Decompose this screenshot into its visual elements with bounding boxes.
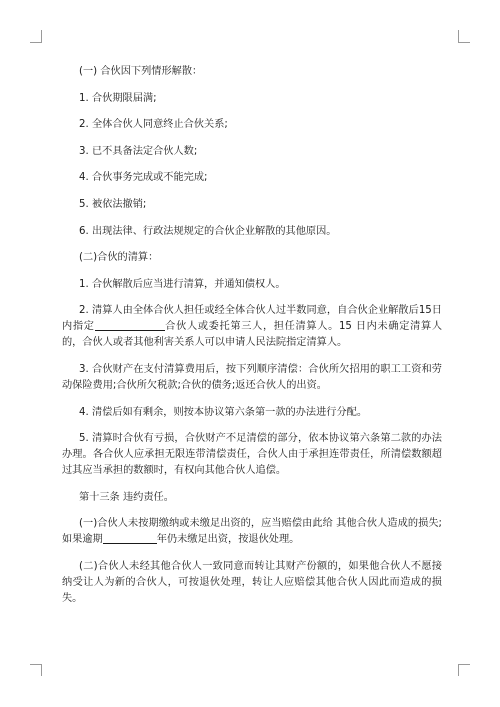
crop-mark-top-right-h bbox=[458, 42, 470, 43]
list-item: 3. 已不具备法定合伙人数; bbox=[79, 145, 198, 157]
list-item: 6. 出现法律、行政法规规定的合伙企业解散的其他原因。 bbox=[79, 225, 337, 237]
list-item: 4. 合伙事务完成或不能完成; bbox=[79, 172, 208, 184]
list-item: 4. 清偿后如有剩余，则按本协议第六条第一款的办法进行分配。 bbox=[79, 406, 368, 418]
section-heading-dissolution: (一) 合伙因下列情形解散： bbox=[79, 66, 203, 77]
paragraph-text: 年仍未缴足出资，按退伙处理。 bbox=[156, 534, 300, 546]
fill-in-blank bbox=[95, 320, 165, 331]
list-item: 5. 被依法撤销; bbox=[79, 198, 147, 210]
crop-mark-top-right-v bbox=[458, 30, 459, 42]
list-item: 5. 清算时合伙有亏损，合伙财产不足清偿的部分，依本协议第六条第二款的办法办理。各合伙人应承担无限连带清偿责任，合伙人由于承担连带责任，所清偿数额超过其应当承担的数额时，有权向其他合伙人追偿。 bbox=[62, 433, 442, 477]
list-item: 3. 合伙财产在支付清算费用后，按下列顺序清偿：合伙所欠招用的职工工资和劳动保险费用;合伙所欠税款;合伙的债务;返还合伙人的出资。 bbox=[62, 363, 442, 391]
clause-paragraph bbox=[62, 516, 442, 548]
list-item: 2. 全体合伙人同意终止合伙关系; bbox=[79, 119, 228, 131]
article-heading-liability: 第十三条 违约责任。 bbox=[79, 491, 174, 503]
paragraph-text: (一)合伙人未按期缴纳或未缴足出资的，应当赔偿由此给 其他合伙人造成的损失;如果逾期 bbox=[62, 518, 442, 546]
crop-mark-top-left-h bbox=[30, 42, 42, 43]
clause-paragraph: (二)合伙人未经其他合伙人一致同意而转让其财产份额的，如果他合伙人不愿接纳受让人为新的合伙人，可按退伙处理，转让人应赔偿其他合伙人因此而造成的损失。 bbox=[62, 560, 442, 604]
crop-mark-bottom-right-v bbox=[458, 664, 459, 676]
section-heading-liquidation: (二)合伙的清算： bbox=[79, 252, 159, 264]
crop-mark-bottom-left-v bbox=[41, 664, 42, 676]
crop-mark-bottom-right-h bbox=[458, 664, 470, 665]
fill-in-blank bbox=[103, 533, 157, 544]
document-body bbox=[62, 64, 442, 618]
list-item-liquidator bbox=[62, 303, 442, 351]
paragraph-text: 2. 清算人由全体合伙人担任或经全体合伙人过半数同意，自合伙企业解散后15日内指定 bbox=[62, 305, 442, 333]
crop-mark-top-left-v bbox=[41, 30, 42, 42]
list-item: 1. 合伙期限届满; bbox=[79, 92, 157, 104]
paragraph-text: 合伙人或委托第三人，担任清算人。15 日内未确定清算人的，合伙人或者其他利害关系人可以申请人民法院指定清算人。 bbox=[62, 321, 443, 349]
list-item: 1. 合伙解散后应当进行清算，并通知债权人。 bbox=[79, 278, 286, 290]
